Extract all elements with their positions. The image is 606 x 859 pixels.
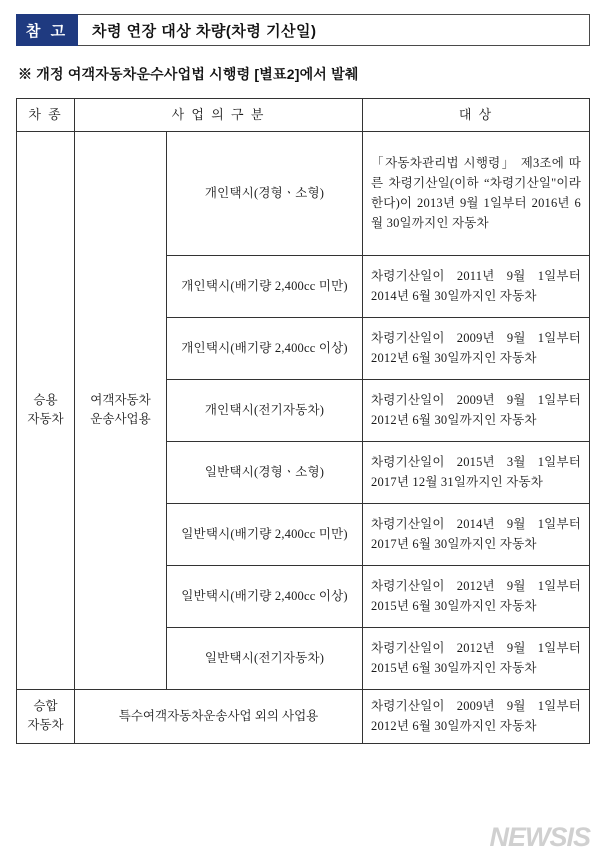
cell-target: 「자동차관리법 시행령」 제3조에 따른 차령기산일(이하 “차령기산일"이라 한다)이 2013년 9월 1일부터 2016년 6월 30일까지인 자동차	[363, 131, 590, 255]
cell-vehicle-type-passenger: 승용 자동차	[17, 131, 75, 689]
cell-target: 차령기산일이 2011년 9월 1일부터 2014년 6월 30일까지인 자동차	[363, 255, 590, 317]
cell-classification: 일반택시(전기자동차)	[167, 627, 363, 689]
cell-target: 차령기산일이 2012년 9월 1일부터 2015년 6월 30일까지인 자동차	[363, 627, 590, 689]
table-header	[17, 99, 590, 132]
watermark: NEWSIS	[489, 822, 590, 852]
cell-target: 차령기산일이 2009년 9월 1일부터 2012년 6월 30일까지인 자동차	[363, 317, 590, 379]
cell-target: 차령기산일이 2012년 9월 1일부터 2015년 6월 30일까지인 자동차	[363, 565, 590, 627]
cell-classification: 개인택시(전기자동차)	[167, 379, 363, 441]
cell-classification: 개인택시(배기량 2,400cc 이상)	[167, 317, 363, 379]
cell-classification: 일반택시(배기량 2,400cc 미만)	[167, 503, 363, 565]
cell-classification: 일반택시(경형ㆍ소형)	[167, 441, 363, 503]
source-note: ※ 개정 여객자동차운수사업법 시행령 [별표2]에서 발췌	[18, 66, 359, 82]
header	[16, 14, 590, 46]
cell-target: 차령기산일이 2015년 3월 1일부터 2017년 12월 31일까지인 자동차	[363, 441, 590, 503]
vehicle-age-table	[16, 98, 590, 744]
column-header-vehicle-type: 차 종	[17, 99, 75, 132]
table-body	[17, 131, 590, 743]
table-row	[17, 689, 590, 743]
cell-classification: 개인택시(경형ㆍ소형)	[167, 131, 363, 255]
cell-vehicle-type-bus: 승합 자동차	[17, 689, 75, 743]
cell-business-use-bus: 특수여객자동차운송사업 외의 사업용	[75, 689, 363, 743]
column-header-target: 대 상	[363, 99, 590, 132]
table-row	[17, 131, 590, 255]
table-header-row	[17, 99, 590, 132]
cell-classification: 일반택시(배기량 2,400cc 이상)	[167, 565, 363, 627]
cell-target: 차령기산일이 2009년 9월 1일부터 2012년 6월 30일까지인 자동차	[363, 689, 590, 743]
cell-business-use-passenger: 여객자동차 운송사업용	[75, 131, 167, 689]
column-header-business-class: 사 업 의 구 분	[75, 99, 363, 132]
reference-badge: 참 고	[16, 14, 78, 46]
cell-classification: 개인택시(배기량 2,400cc 미만)	[167, 255, 363, 317]
page-title: 차령 연장 대상 차량(차령 기산일)	[78, 14, 590, 46]
cell-target: 차령기산일이 2014년 9월 1일부터 2017년 6월 30일까지인 자동차	[363, 503, 590, 565]
cell-target: 차령기산일이 2009년 9월 1일부터 2012년 6월 30일까지인 자동차	[363, 379, 590, 441]
